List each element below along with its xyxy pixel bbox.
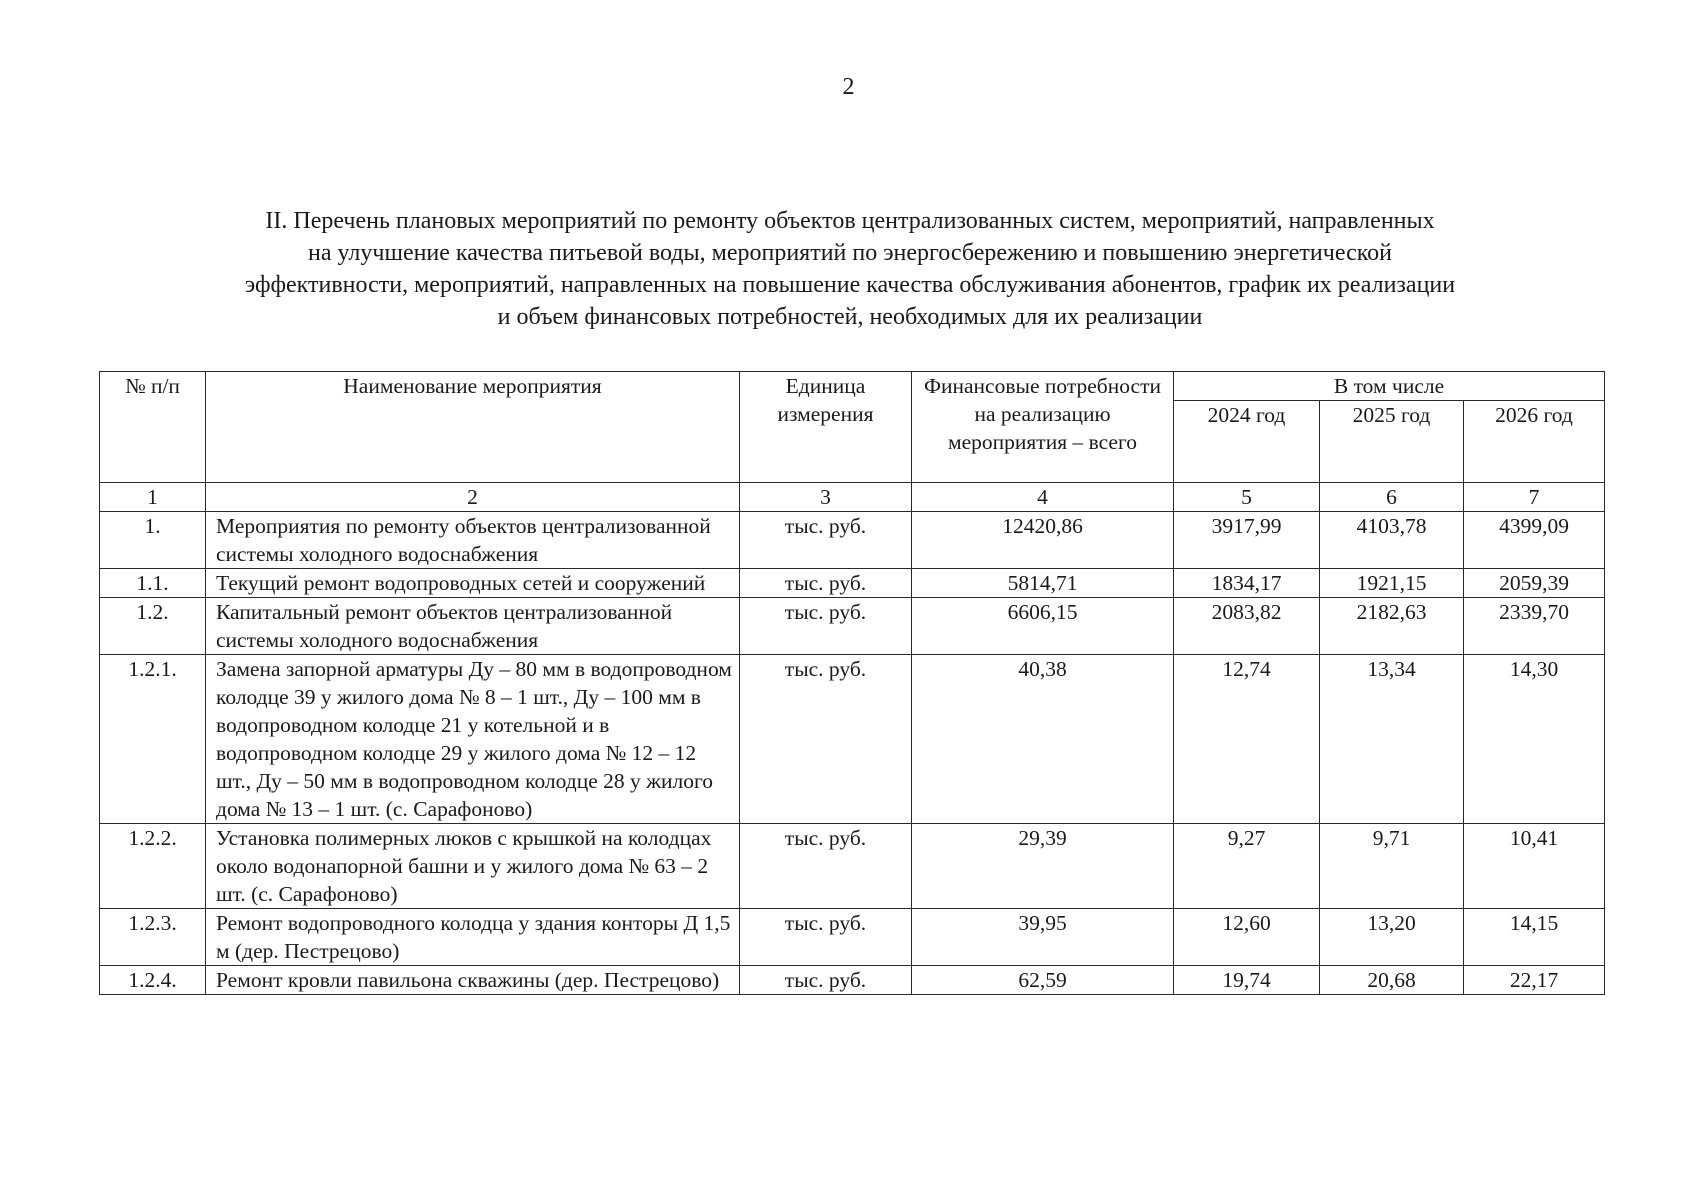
row-total: 62,59 bbox=[912, 966, 1174, 995]
row-2025: 4103,78 bbox=[1320, 512, 1464, 569]
row-2025: 20,68 bbox=[1320, 966, 1464, 995]
title-line: эффективности, мероприятий, направленных на повышение качества обслуживания абонентов, график их реализации bbox=[244, 272, 1456, 298]
header-including: В том числе bbox=[1174, 372, 1605, 401]
row-total: 6606,15 bbox=[912, 598, 1174, 655]
row-name: Ремонт водопроводного колодца у здания конторы Д 1,5 м (дер. Пестрецово) bbox=[206, 909, 740, 966]
row-2024: 9,27 bbox=[1174, 824, 1320, 909]
title-line: и объем финансовых потребностей, необходимых для их реализации bbox=[497, 304, 1203, 330]
row-name: Установка полимерных люков с крышкой на колодцах около водонапорной башни и у жилого дома № 63 – 2 шт. (с. Сарафоново) bbox=[206, 824, 740, 909]
row-num: 1.2.2. bbox=[100, 824, 206, 909]
activities-table bbox=[99, 371, 1605, 995]
row-unit: тыс. руб. bbox=[740, 598, 912, 655]
row-2026: 22,17 bbox=[1464, 966, 1605, 995]
header-2024: 2024 год bbox=[1174, 401, 1320, 483]
header-2025: 2025 год bbox=[1320, 401, 1464, 483]
row-2024: 2083,82 bbox=[1174, 598, 1320, 655]
title-line: II. Перечень плановых мероприятий по ремонту объектов централизованных систем, мероприятий, направленных bbox=[265, 208, 1435, 234]
table-row bbox=[100, 512, 1605, 569]
row-num: 1.2.3. bbox=[100, 909, 206, 966]
column-numbers-row bbox=[100, 483, 1605, 512]
row-unit: тыс. руб. bbox=[740, 966, 912, 995]
table-row bbox=[100, 569, 1605, 598]
row-unit: тыс. руб. bbox=[740, 655, 912, 824]
column-number: 2 bbox=[206, 483, 740, 512]
column-number: 5 bbox=[1174, 483, 1320, 512]
row-total: 40,38 bbox=[912, 655, 1174, 824]
row-total: 5814,71 bbox=[912, 569, 1174, 598]
table-row bbox=[100, 824, 1605, 909]
row-2024: 1834,17 bbox=[1174, 569, 1320, 598]
row-num: 1.2. bbox=[100, 598, 206, 655]
row-num: 1. bbox=[100, 512, 206, 569]
row-unit: тыс. руб. bbox=[740, 512, 912, 569]
header-unit: Единица измерения bbox=[740, 372, 912, 483]
header-total: Финансовые потребности на реализацию мероприятия – всего bbox=[912, 372, 1174, 483]
row-name: Капитальный ремонт объектов централизованной системы холодного водоснабжения bbox=[206, 598, 740, 655]
row-total: 29,39 bbox=[912, 824, 1174, 909]
row-total: 39,95 bbox=[912, 909, 1174, 966]
row-name: Текущий ремонт водопроводных сетей и сооружений bbox=[206, 569, 740, 598]
row-2025: 13,20 bbox=[1320, 909, 1464, 966]
row-name: Замена запорной арматуры Ду – 80 мм в водопроводном колодце 39 у жилого дома № 8 – 1 шт., Ду – 100 мм в водопроводном колодце 21 у котельной и в водопроводном колодце 29 у жилого дома № 12 – 12 шт., Ду – 50 мм в водопроводном колодце 28 у жилого дома № 13 – 1 шт. (с. Сарафоново) bbox=[206, 655, 740, 824]
section-title bbox=[110, 205, 1590, 333]
row-total: 12420,86 bbox=[912, 512, 1174, 569]
table-row bbox=[100, 655, 1605, 824]
row-2026: 2339,70 bbox=[1464, 598, 1605, 655]
row-2026: 10,41 bbox=[1464, 824, 1605, 909]
row-2024: 12,74 bbox=[1174, 655, 1320, 824]
row-2026: 2059,39 bbox=[1464, 569, 1605, 598]
column-number: 6 bbox=[1320, 483, 1464, 512]
row-2025: 1921,15 bbox=[1320, 569, 1464, 598]
table-row bbox=[100, 598, 1605, 655]
row-2026: 4399,09 bbox=[1464, 512, 1605, 569]
row-2025: 13,34 bbox=[1320, 655, 1464, 824]
column-number: 7 bbox=[1464, 483, 1605, 512]
page-number: 2 bbox=[842, 74, 855, 100]
row-num: 1.1. bbox=[100, 569, 206, 598]
row-2024: 19,74 bbox=[1174, 966, 1320, 995]
column-number: 1 bbox=[100, 483, 206, 512]
column-number: 3 bbox=[740, 483, 912, 512]
row-name: Мероприятия по ремонту объектов централизованной системы холодного водоснабжения bbox=[206, 512, 740, 569]
row-num: 1.2.1. bbox=[100, 655, 206, 824]
table-row bbox=[100, 909, 1605, 966]
row-2025: 2182,63 bbox=[1320, 598, 1464, 655]
row-unit: тыс. руб. bbox=[740, 569, 912, 598]
row-unit: тыс. руб. bbox=[740, 824, 912, 909]
row-2025: 9,71 bbox=[1320, 824, 1464, 909]
column-number: 4 bbox=[912, 483, 1174, 512]
row-num: 1.2.4. bbox=[100, 966, 206, 995]
table-row bbox=[100, 966, 1605, 995]
title-line: на улучшение качества питьевой воды, мероприятий по энергосбережению и повышению энергетической bbox=[307, 240, 1393, 266]
row-2026: 14,15 bbox=[1464, 909, 1605, 966]
row-2026: 14,30 bbox=[1464, 655, 1605, 824]
row-2024: 3917,99 bbox=[1174, 512, 1320, 569]
header-num: № п/п bbox=[100, 372, 206, 483]
header-2026: 2026 год bbox=[1464, 401, 1605, 483]
row-unit: тыс. руб. bbox=[740, 909, 912, 966]
header-name: Наименование мероприятия bbox=[206, 372, 740, 483]
row-name: Ремонт кровли павильона скважины (дер. Пестрецово) bbox=[206, 966, 740, 995]
row-2024: 12,60 bbox=[1174, 909, 1320, 966]
